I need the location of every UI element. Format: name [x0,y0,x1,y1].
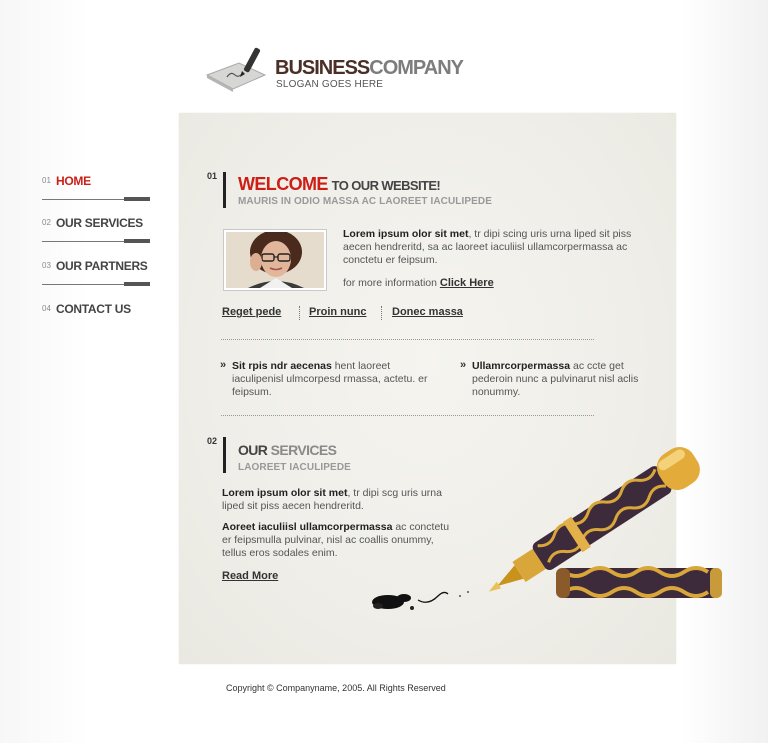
welcome-intro-bold: Lorem ipsum olor sit met [343,228,469,240]
welcome-heading-accent: WELCOME [238,174,328,194]
services-heading-dark: OUR [238,442,268,458]
nav-item-home[interactable] [42,174,150,214]
services-heading-gray: SERVICES [270,442,337,458]
section-number: 01 [207,171,218,181]
more-info-line [343,277,494,290]
services-p1-text: , tr dipi scg uris urna liped sit piss aecen hendreritd. [222,487,442,512]
bullet-item [232,360,432,399]
nav-number: 03 [42,261,51,270]
logo-icon[interactable] [205,45,267,93]
nav-item-our-partners[interactable] [42,259,150,299]
nav-number: 02 [42,218,51,227]
bullet-item [472,360,654,399]
nav-label[interactable]: OUR PARTNERS [56,259,148,273]
brand-word-business: BUSINESS [275,57,370,79]
bullet-item-bold: Sit rpis ndr aecenas [232,360,332,372]
more-info-text: for more information [343,277,437,289]
services-p2-text: ac conctetu er feipsmulla pulvinar, nisl ac coallis onummy, tellus eros sodales enim. [222,521,450,559]
services-subtitle: LAOREET IACULIPEDE [238,462,351,473]
link-separator [299,306,301,320]
welcome-intro-text: , tr dipi scing uris urna liped sit piss aecen hendreritd, sa ac laoreet iaculiisl ullamcorpermassa ac conctetu er feipsum. [343,228,632,266]
nav-label[interactable]: OUR SERVICES [56,216,143,230]
nav-divider [42,199,124,200]
nav-item-our-services[interactable] [42,216,150,256]
bullet-item-bold: Ullamrcorpermassa [472,360,571,372]
nav-number: 04 [42,304,51,313]
welcome-subtitle: MAURIS IN ODIO MASSA AC LAOREET IACULIPEDE [238,196,493,207]
services-heading [238,442,336,458]
footer-copyright: Copyright © Companyname, 2005. All Rights Reserved [226,683,446,693]
services-p1-bold: Lorem ipsum olor sit met [222,487,348,499]
brand-name[interactable] [275,56,463,80]
link-donec-massa[interactable]: Donec massa [392,306,463,318]
services-p2-bold: Aoreet iaculiisl ullamcorpermassa [222,521,393,533]
read-more-link[interactable]: Read More [222,570,279,582]
double-chevron-right-icon: » [460,359,467,371]
bullet-item-text: ac ccte get pederoin nunc a pulvinarut nisl aclis nonummy. [472,360,639,398]
link-separator [381,306,383,320]
section-number: 02 [207,436,218,446]
double-chevron-right-icon: » [220,359,227,371]
section-marker-bar [223,172,226,208]
nav-divider-bar [124,239,150,243]
nav-label[interactable]: HOME [56,174,91,188]
section-marker-bar [223,437,226,473]
welcome-heading-rest: TO OUR WEBSITE! [331,178,441,193]
woman-with-glasses-photo [223,229,327,291]
welcome-heading [238,174,440,195]
brand-word-company: COMPANY [369,57,463,79]
slogan: SLOGAN GOES HERE [276,79,384,90]
link-proin-nunc[interactable]: Proin nunc [309,306,367,318]
nav-divider [42,284,124,285]
nav-divider [42,241,124,242]
nav-label[interactable]: CONTACT US [56,302,131,316]
welcome-intro [343,228,649,267]
nav-divider-bar [124,282,150,286]
nav-divider-bar [124,197,150,201]
link-reget-pede[interactable]: Reget pede [222,306,282,318]
bullet-item-text: hent laoreet iaculipenisl ulmcorpesd rmassa, actetu. er feipsum. [232,360,428,398]
click-here-link[interactable]: Click Here [439,277,494,289]
nav-number: 01 [42,176,51,185]
dotted-divider [221,415,594,416]
fountain-pen-illustration [360,440,732,620]
dotted-divider [221,339,594,340]
nav-item-contact-us[interactable] [42,302,150,342]
